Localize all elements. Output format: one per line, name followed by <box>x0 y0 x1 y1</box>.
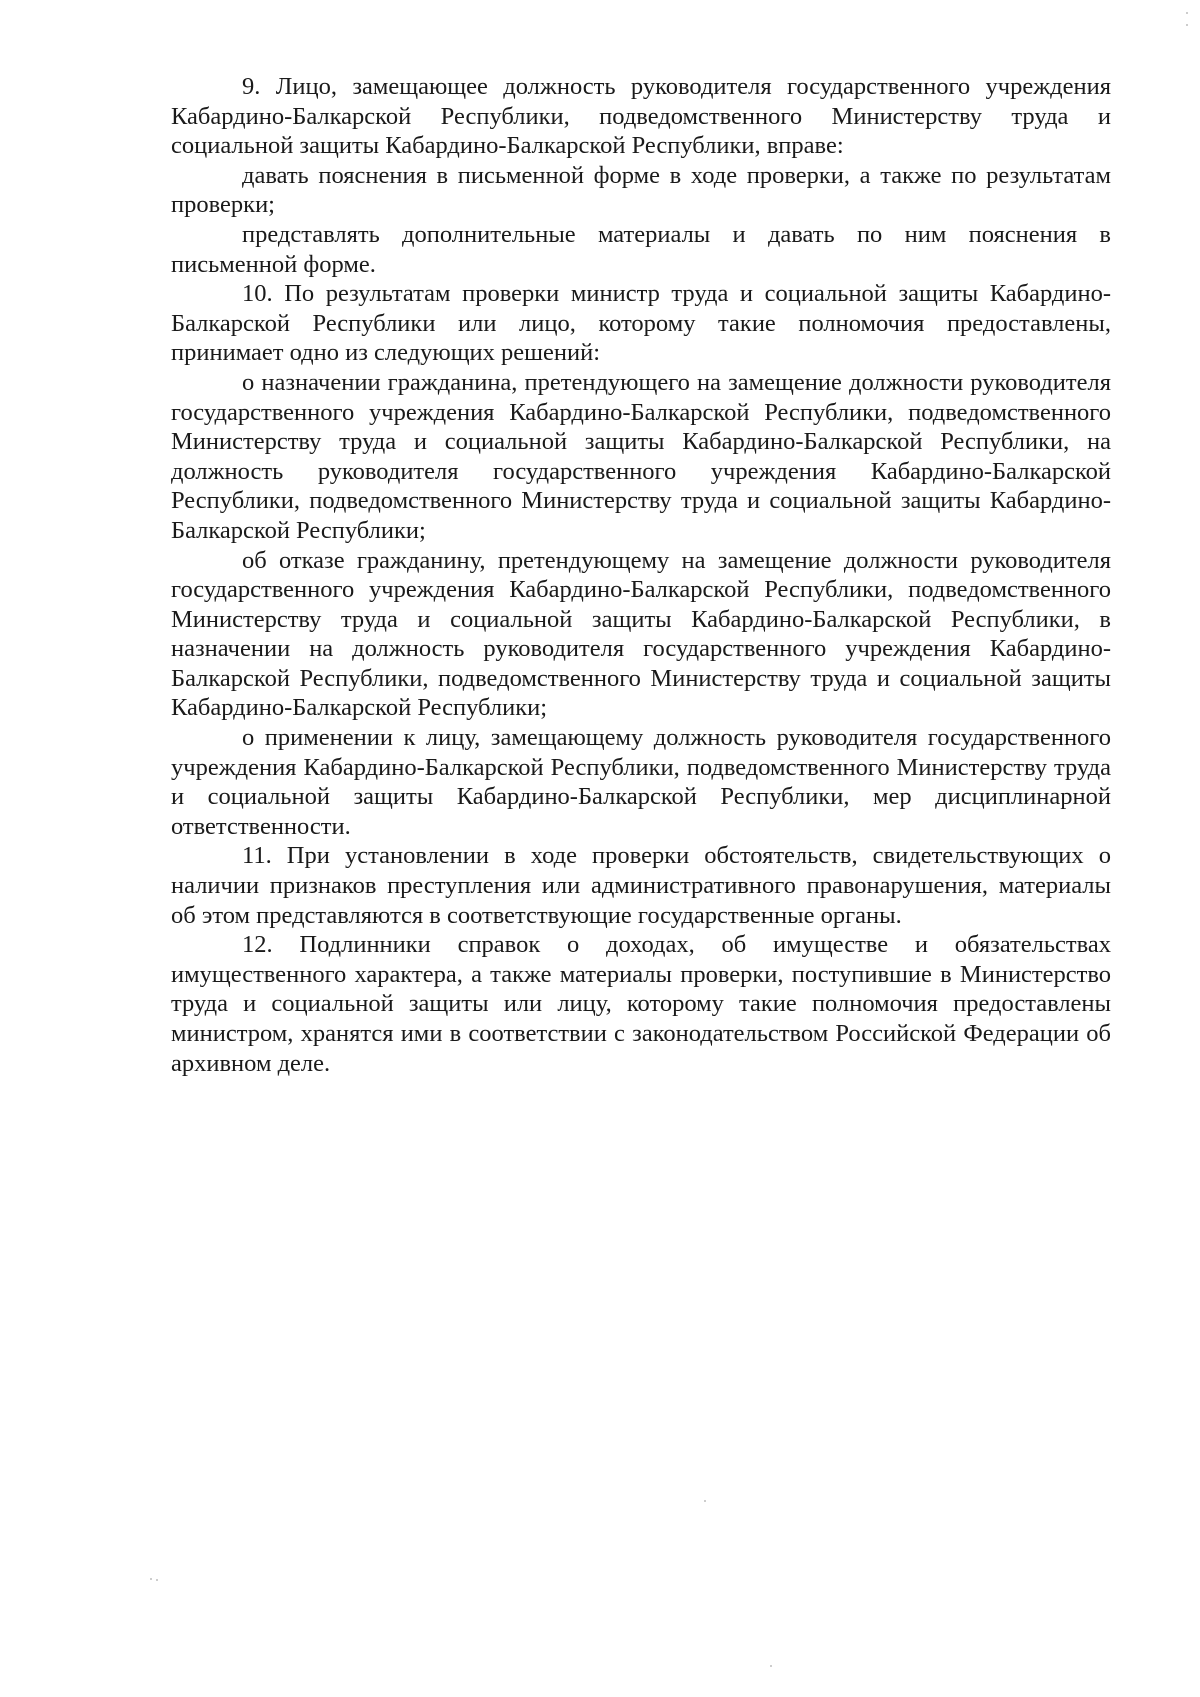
paragraph-10-decision-refuse: об отказе гражданину, претендующему на замещение должности руководителя государственного учреждения Кабардино-Балкарской Республики, подведомственного Министерству труда и социальной защиты Кабардино-Балкарской Республики, в назначении на должность руководителя государственного учреждения Кабардино-Балкарской Республики, подведомственного Министерству труда и социальной защиты Кабардино-Балкарской Республики; <box>171 546 1111 722</box>
scan-speck <box>1186 24 1188 26</box>
paragraph-9: 9. Лицо, замещающее должность руководителя государственного учреждения Кабардино-Балкарской Республики, подведомственного Министерству труда и социальной защиты Кабардино-Балкарской Республики, вправе: <box>171 73 1111 160</box>
paragraph-10-decision-discipline: о применении к лицу, замещающему должность руководителя государственного учреждения Кабардино-Балкарской Республики, подведомственного Министерству труда и социальной защиты Кабардино-Балкарской Республики, мер дисциплинарной ответственности. <box>171 724 1111 840</box>
paragraph-9-right-materials: представлять дополнительные материалы и давать по ним пояснения в письменной форме. <box>171 220 1111 278</box>
paragraph-11: 11. При установлении в ходе проверки обстоятельств, свидетельствующих о наличии признаков преступления или административного правонарушения, материалы об этом представляются в соответствующие государственные органы. <box>171 842 1111 929</box>
scan-speck <box>150 1578 152 1580</box>
paragraph-12: 12. Подлинники справок о доходах, об имуществе и обязательствах имущественного характера, а также материалы проверки, поступившие в Министерство труда и социальной защиты или лицу, которому такие полномочия предоставлены министром, хранятся ими в соответствии с законодательством Российской Федерации об архивном деле. <box>171 931 1111 1077</box>
scan-speck <box>1186 12 1188 14</box>
paragraph-9-right-explanations: давать пояснения в письменной форме в ходе проверки, а также по результатам проверки; <box>171 161 1111 219</box>
document-body <box>171 72 1111 1078</box>
paragraph-10: 10. По результатам проверки министр труда и социальной защиты Кабардино-Балкарской Республики или лицо, которому такие полномочия предоставлены, принимает одно из следующих решений: <box>171 280 1111 367</box>
scan-speck <box>770 1665 772 1667</box>
paragraph-10-decision-appoint: о назначении гражданина, претендующего на замещение должности руководителя государственного учреждения Кабардино-Балкарской Республики, подведомственного Министерству труда и социальной защиты Кабардино-Балкарской Республики, на должность руководителя государственного учреждения Кабардино-Балкарской Республики, подведомственного Министерству труда и социальной защиты Кабардино-Балкарской Республики; <box>171 368 1111 544</box>
scan-speck <box>156 1579 158 1581</box>
scan-speck <box>704 1500 706 1502</box>
